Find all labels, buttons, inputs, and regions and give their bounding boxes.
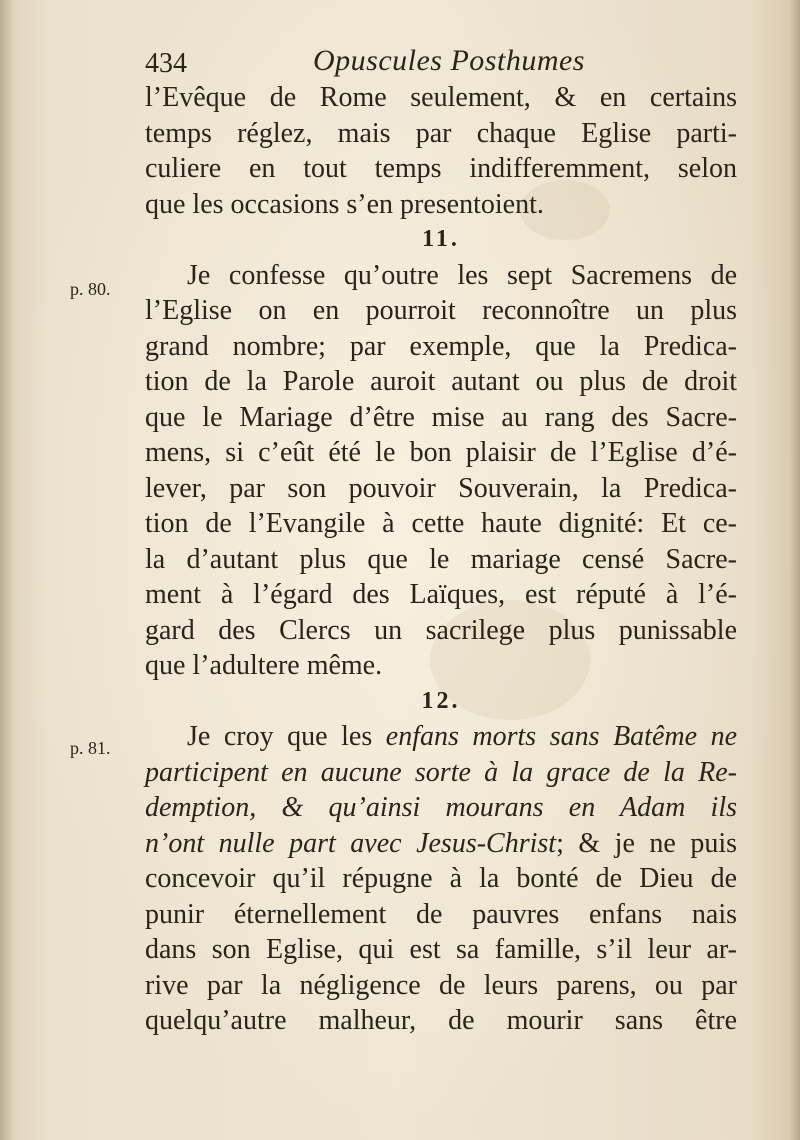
text-line: grand nombre; par exemple, que la Predica- xyxy=(145,330,737,362)
text-roman: ; & je ne puis xyxy=(556,827,737,859)
text-line: tion de l’Evangile à cette haute dignité: Et ce- xyxy=(145,508,737,539)
page-left-edge-shadow xyxy=(0,0,14,1140)
section-number-12: 12. xyxy=(421,687,461,714)
text-line: tion de la Parole auroit autant ou plus de droit xyxy=(145,366,737,397)
running-title: Opuscules Posthumes xyxy=(313,44,585,77)
text-line: ment à l’égard des Laïques, est réputé à l’é- xyxy=(145,579,737,610)
section-number-11: 11. xyxy=(422,226,460,252)
text-italic: participent en aucune sorte à la grace de la Re- xyxy=(145,756,737,788)
text-line: rive par la négligence de leurs parens, ou par xyxy=(145,969,737,1001)
text-line: temps réglez, mais par chaque Eglise parti- xyxy=(145,117,737,149)
text-line: Je confesse qu’outre les sept Sacremens de xyxy=(187,259,737,291)
text-line: l’Evêque de Rome seulement, & en certains xyxy=(145,82,737,113)
body-text xyxy=(145,80,737,1039)
text-line: lever, par son pouvoir Souverain, la Predica- xyxy=(145,472,737,504)
margin-note-p81: p. 81. xyxy=(70,738,111,758)
text-italic: demption, & qu’ainsi mourans en Adam ils xyxy=(145,792,737,823)
margin-note-p80: p. 80. xyxy=(70,279,111,299)
text-line: l’Eglise on en pourroit reconnoître un plus xyxy=(145,295,737,326)
text-line: dans son Eglise, qui est sa famille, s’il leur ar- xyxy=(145,934,737,965)
text-italic: n’ont nulle part avec Jesus-Christ xyxy=(145,827,557,859)
text-line xyxy=(145,826,737,862)
text-line: quelqu’autre malheur, de mourir sans être xyxy=(145,1005,737,1036)
text-line: la d’autant plus que le mariage censé Sacre- xyxy=(145,543,737,575)
running-head xyxy=(145,44,585,84)
text-line: que les occasions s’en presentoient. xyxy=(145,188,544,220)
text-line: punir éternellement de pauvres enfans nais xyxy=(145,898,737,930)
text-line xyxy=(145,755,737,791)
text-line: mens, si c’eût été le bon plaisir de l’Eglise d’é- xyxy=(145,437,737,468)
text-line: que le Mariage d’être mise au rang des Sacre- xyxy=(145,401,737,433)
page-right-edge-shadow xyxy=(790,0,800,1140)
text-line xyxy=(145,790,737,826)
text-line: gard des Clercs un sacrilege plus punissable xyxy=(145,614,737,646)
text-italic: enfans morts sans Batême ne xyxy=(385,721,737,752)
text-line xyxy=(145,719,737,755)
text-line: culiere en tout temps indifferemment, selon xyxy=(145,153,737,184)
text-line: que l’adultere même. xyxy=(145,650,383,681)
text-line: concevoir qu’il répugne à la bonté de Dieu de xyxy=(145,863,737,894)
text-roman: Je croy que les xyxy=(187,721,386,752)
page-number: 434 xyxy=(145,48,187,79)
